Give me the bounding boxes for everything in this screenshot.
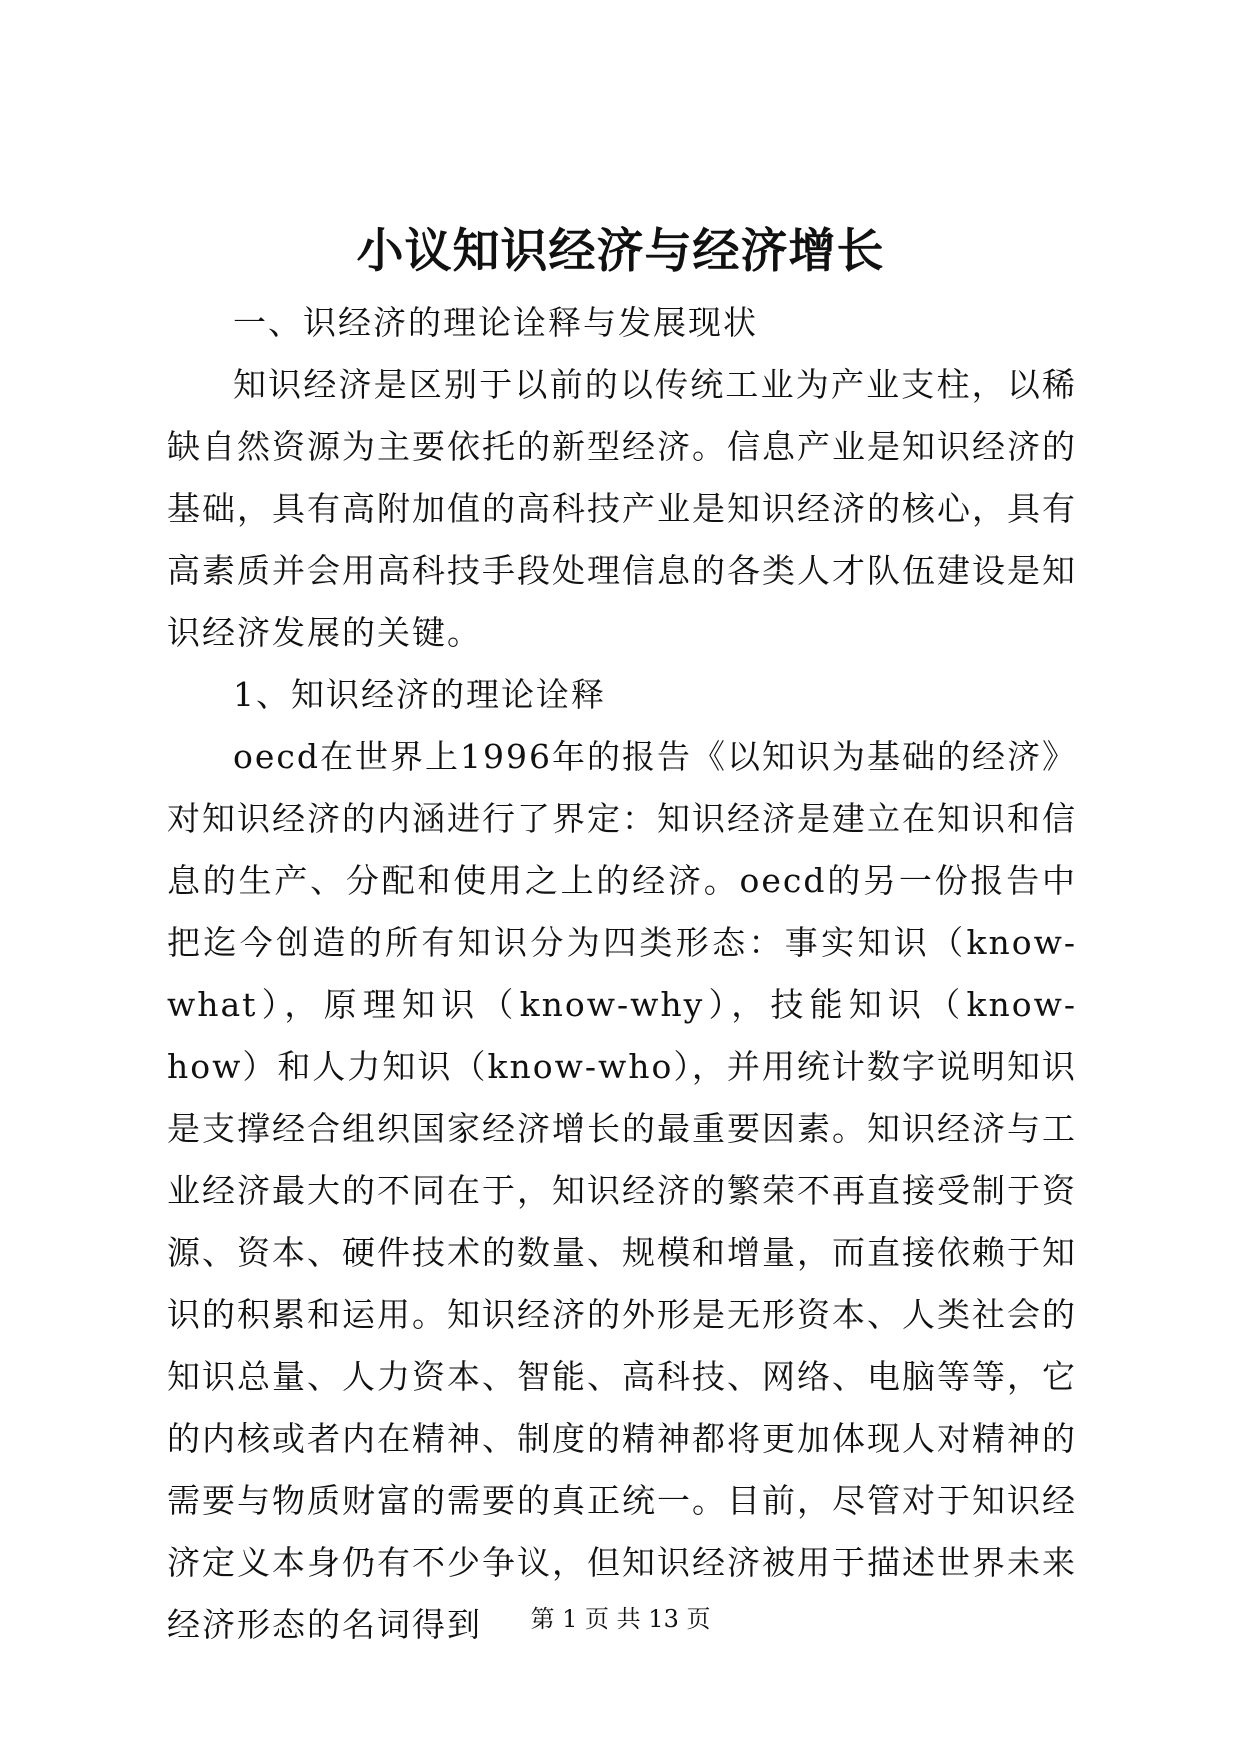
body-paragraph: oecd在世界上1996年的报告《以知识为基础的经济》对知识经济的内涵进行了界定：知识经济是建立在知识和信息的生产、分配和使用之上的经济。oecd的另一份报告中把迄今创造的所有知识分为四类形态：事实知识（know-what），原理知识（know-why），技能知识（know-how）和人力知识（know-who），并用统计数字说明知识是支撑经合组织国家经济增长的最重要因素。知识经济与工业经济最大的不同在于，知识经济的繁荣不再直接受制于资源、资本、硬件技术的数量、规模和增量，而直接依赖于知识的积累和运用。知识经济的外形是无形资本、人类社会的知识总量、人力资本、智能、高科技、网络、电脑等等，它的内核或者内在精神、制度的精神都将更加体现人对精神的需要与物质财富的需要的真正统一。目前，尽管对于知识经济定义本身仍有不少争议，但知识经济被用于描述世界未来经济形态的名词得到: [167, 737, 1077, 1644]
body-paragraph: 知识经济是区别于以前的以传统工业为产业支柱，以稀缺自然资源为主要依托的新型经济。信息产业是知识经济的基础，具有高附加值的高科技产业是知识经济的核心，具有高素质并会用高科技手段处理信息的各类人才队伍建设是知识经济发展的关键。: [167, 365, 1077, 652]
subsection-heading: 1、知识经济的理论诠释: [233, 675, 606, 714]
page-footer: 第 1 页 共 13 页: [530, 1605, 711, 1633]
document-title: 小议知识经济与经济增长: [356, 224, 885, 279]
section-heading: 一、识经济的理论诠释与发展现状: [233, 303, 758, 342]
document-body: [167, 292, 1077, 1656]
